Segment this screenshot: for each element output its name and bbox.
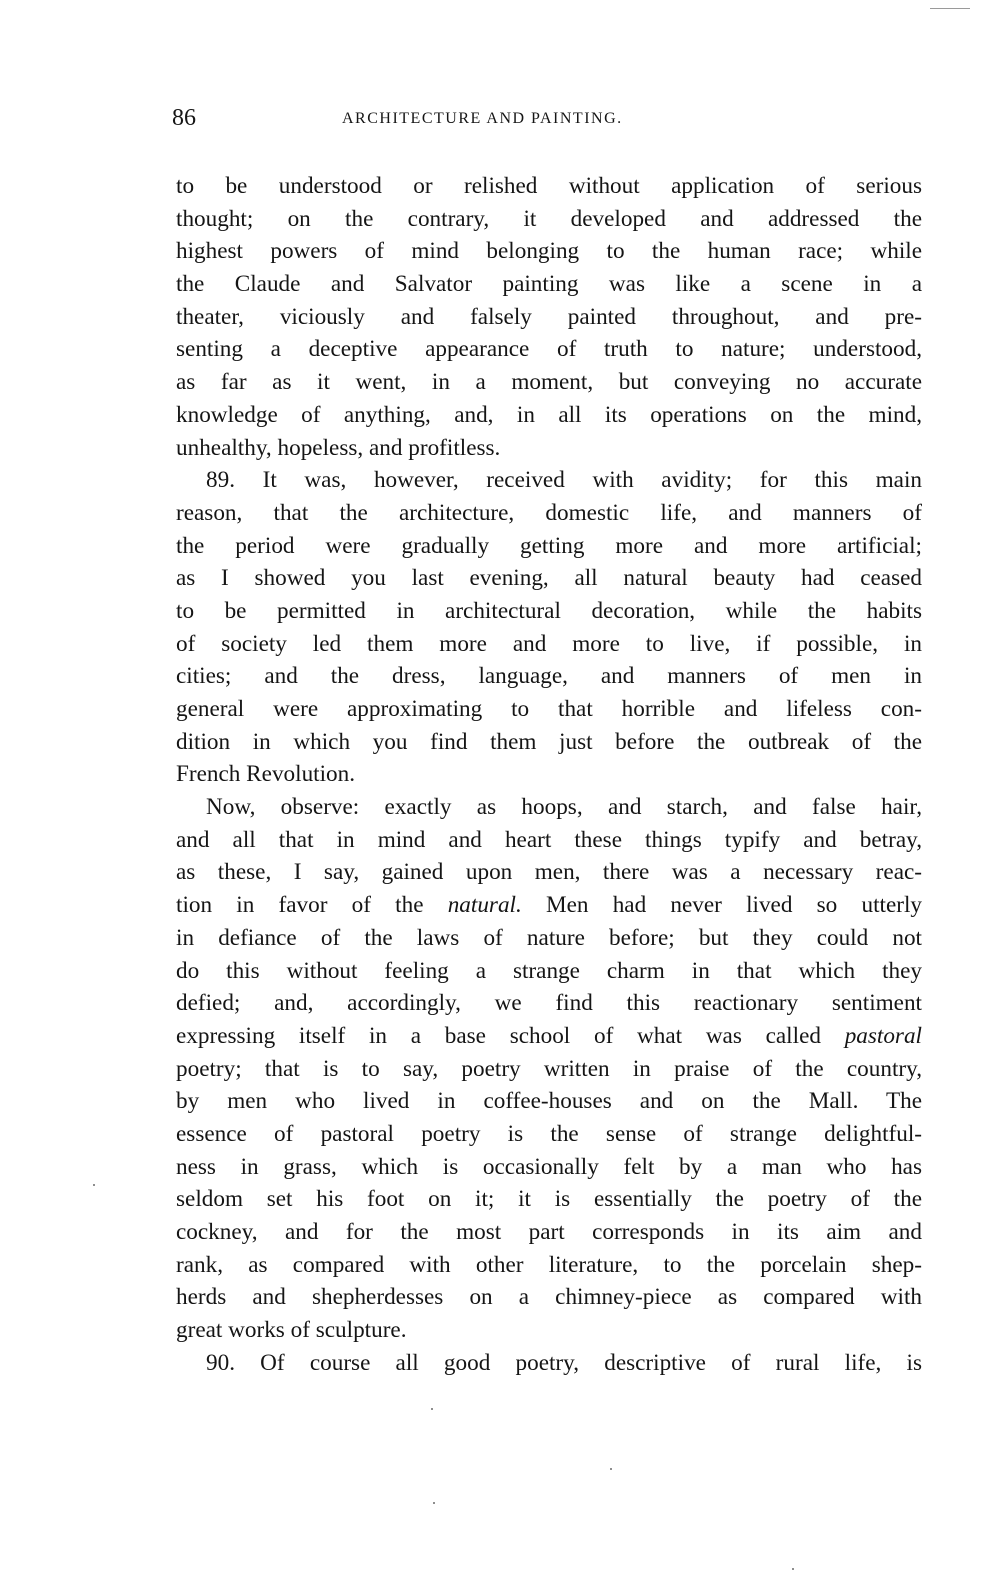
text-segment: knowledge of anything, and, in all its operations on the mind,	[176, 401, 922, 428]
scan-speck	[93, 1184, 95, 1186]
text-segment: Men had never lived so utterly	[521, 892, 922, 919]
text-segment: 89. It was, however, received with avidity; for this main	[206, 467, 922, 494]
text-line	[176, 791, 922, 824]
text-line	[176, 1183, 922, 1216]
text-segment: expressing itself in a base school of what was called	[176, 1022, 845, 1049]
text-segment: and all that in mind and heart these things typify and betray,	[176, 826, 922, 853]
text-line	[176, 1085, 922, 1118]
text-segment: poetry; that is to say, poetry written in praise of the country,	[176, 1055, 922, 1082]
text-segment: general were approximating to that horrible and lifeless con-	[176, 696, 922, 722]
text-line	[176, 1281, 922, 1314]
text-line	[176, 562, 922, 595]
text-segment: ness in grass, which is occasionally felt by a man who has	[176, 1153, 922, 1180]
text-segment: highest powers of mind belonging to the human race; while	[176, 238, 922, 265]
scan-speck	[610, 1468, 612, 1470]
text-segment: theater, viciously and falsely painted throughout, and pre-	[176, 303, 922, 330]
text-line	[176, 1216, 922, 1249]
scan-speck	[930, 8, 970, 9]
text-line	[176, 235, 922, 268]
text-line	[176, 1020, 922, 1053]
text-segment: defied; and, accordingly, we find this reactionary sentiment	[176, 990, 922, 1017]
page-number: 86	[172, 105, 196, 131]
text-line	[176, 497, 922, 530]
text-segment: of society led them more and more to live, if possible, in	[176, 630, 922, 657]
italic-text: natural.	[447, 892, 522, 919]
text-line	[176, 464, 922, 497]
text-segment: as far as it went, in a moment, but conveying no accurate	[176, 369, 922, 396]
text-line	[176, 530, 922, 563]
text-line	[176, 432, 922, 465]
text-line	[176, 1053, 922, 1086]
text-segment: tion in favor of the	[176, 892, 448, 919]
text-line	[176, 399, 922, 432]
text-segment: by men who lived in coffee-houses and on the Mall. The	[176, 1088, 922, 1115]
text-segment: to be understood or relished without application of serious	[176, 173, 922, 199]
text-segment: to be permitted in architectural decoration, while the habits	[176, 597, 922, 624]
text-line	[176, 922, 922, 955]
text-line	[176, 955, 922, 988]
scan-speck	[433, 1502, 435, 1504]
text-segment: great works of sculpture.	[176, 1317, 407, 1344]
text-segment: cities; and the dress, language, and manners of men in	[176, 663, 922, 690]
text-line	[176, 1314, 922, 1347]
text-line	[176, 824, 922, 857]
text-segment: Now, observe: exactly as hoops, and starch, and false hair,	[206, 794, 922, 821]
text-segment: the Claude and Salvator painting was like a scene in a	[176, 271, 922, 298]
text-line	[176, 595, 922, 628]
text-segment: as I showed you last evening, all natural beauty had ceased	[176, 565, 922, 592]
text-segment: unhealthy, hopeless, and profitless.	[176, 434, 501, 461]
text-line	[176, 1118, 922, 1151]
running-title: ARCHITECTURE AND PAINTING.	[342, 110, 623, 127]
text-line	[176, 366, 922, 399]
text-segment: 90. Of course all good poetry, descriptive of rural life, is	[206, 1349, 922, 1376]
text-segment: cockney, and for the most part corresponds in its aim and	[176, 1219, 922, 1245]
text-line	[176, 726, 922, 759]
scan-speck	[431, 1408, 433, 1410]
text-segment: French Revolution.	[176, 761, 356, 788]
text-segment: the period were gradually getting more and more artificial;	[176, 532, 922, 559]
text-segment: herds and shepherdesses on a chimney-piece as compared with	[176, 1284, 922, 1311]
text-line	[176, 987, 922, 1020]
text-line	[176, 1151, 922, 1184]
text-line	[176, 693, 922, 726]
text-line	[176, 333, 922, 366]
text-segment: rank, as compared with other literature, to the porcelain shep-	[176, 1251, 922, 1278]
text-line	[176, 856, 922, 889]
text-segment: dition in which you find them just before the outbreak of the	[176, 728, 922, 755]
text-segment: reason, that the architecture, domestic life, and manners of	[176, 499, 922, 526]
text-line	[176, 889, 922, 922]
text-segment: essence of pastoral poetry is the sense of strange delightful-	[176, 1120, 922, 1147]
text-segment: do this without feeling a strange charm in that which they	[176, 957, 922, 984]
text-segment: senting a deceptive appearance of truth to nature; understood,	[176, 336, 922, 363]
text-line	[176, 203, 922, 236]
text-segment: seldom set his foot on it; it is essentially the poetry of the	[176, 1186, 922, 1213]
scan-speck	[792, 1568, 794, 1570]
text-line	[176, 758, 922, 791]
text-line	[176, 1249, 922, 1282]
text-line	[176, 660, 922, 693]
body-text	[176, 170, 922, 1379]
text-segment: as these, I say, gained upon men, there was a necessary reac-	[176, 859, 922, 886]
text-line	[176, 268, 922, 301]
text-segment: in defiance of the laws of nature before; but they could not	[176, 924, 922, 951]
text-line	[176, 170, 922, 203]
italic-text: pastoral	[844, 1022, 922, 1049]
text-line	[176, 1347, 922, 1380]
text-line	[176, 301, 922, 334]
text-line	[176, 628, 922, 661]
text-segment: thought; on the contrary, it developed and addressed the	[176, 205, 922, 232]
